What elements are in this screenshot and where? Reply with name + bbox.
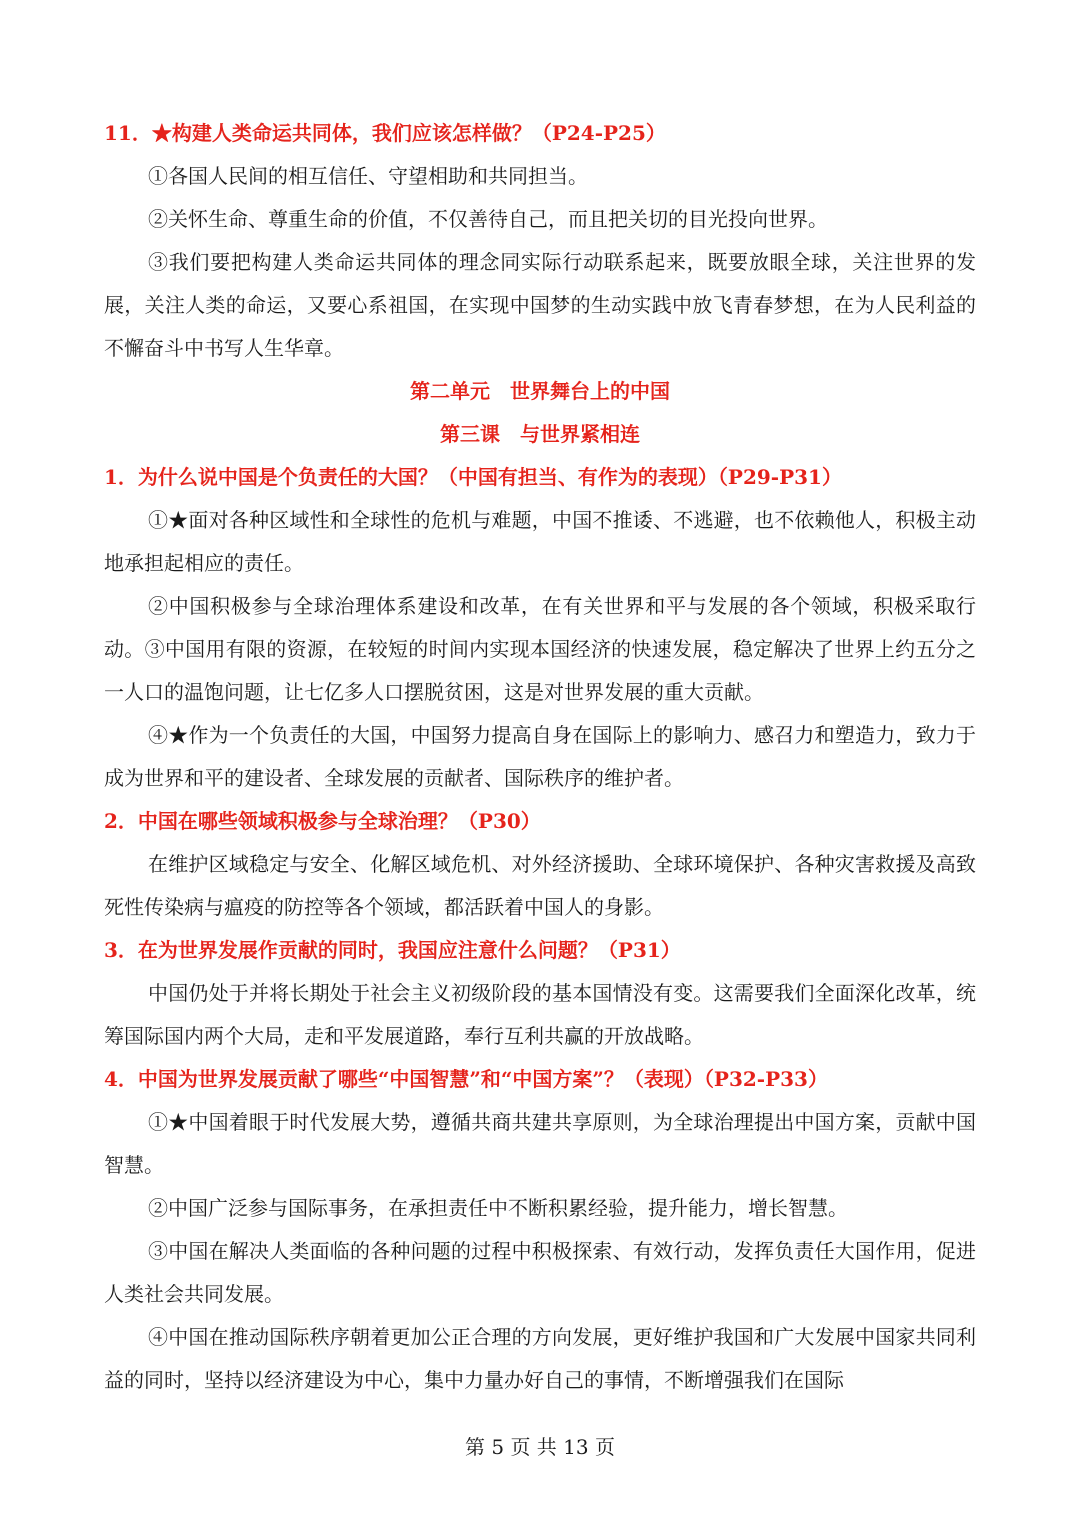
answer-paragraph: ①★面对各种区域性和全球性的危机与难题，中国不推诿、不逃避，也不依赖他人，积极主动地承担起相应的责任。	[104, 508, 976, 575]
question-heading: 3．在为世界发展作贡献的同时，我国应注意什么问题？（P31）	[104, 938, 681, 962]
section-title: 第三课 与世界紧相连	[440, 422, 640, 446]
answer-paragraph: ②关怀生命、尊重生命的价值，不仅善待自己，而且把关切的目光投向世界。	[148, 207, 828, 231]
answer-paragraph: ②中国积极参与全球治理体系建设和改革，在有关世界和平与发展的各个领域，积极采取行动。③中国用有限的资源，在较短的时间内实现本国经济的快速发展，稳定解决了世界上约五分之一人口的温饱问题，让七亿多人口摆脱贫困，这是对世界发展的重大贡献。	[104, 594, 976, 704]
answer-paragraph: ④中国在推动国际秩序朝着更加公正合理的方向发展，更好维护我国和广大发展中国家共同利益的同时，坚持以经济建设为中心，集中力量办好自己的事情，不断增强我们在国际	[104, 1325, 976, 1392]
answer-paragraph: ④★作为一个负责任的大国，中国努力提高自身在国际上的影响力、感召力和塑造力，致力于成为世界和平的建设者、全球发展的贡献者、国际秩序的维护者。	[104, 723, 976, 790]
question-heading: 11．★构建人类命运共同体，我们应该怎样做？（P24-P25）	[104, 121, 666, 145]
answer-paragraph: ③我们要把构建人类命运共同体的理念同实际行动联系起来，既要放眼全球，关注世界的发展，关注人类的命运，又要心系祖国，在实现中国梦的生动实践中放飞青春梦想，在为人民利益的不懈奋斗中书写人生华章。	[104, 250, 976, 360]
answer-paragraph: 在维护区域稳定与安全、化解区域危机、对外经济援助、全球环境保护、各种灾害救援及高致死性传染病与瘟疫的防控等各个领域，都活跃着中国人的身影。	[104, 852, 976, 919]
question-heading: 4．中国为世界发展贡献了哪些“中国智慧”和“中国方案”？（表现）（P32-P33）	[104, 1067, 828, 1091]
answer-paragraph: ①★中国着眼于时代发展大势，遵循共商共建共享原则，为全球治理提出中国方案，贡献中国智慧。	[104, 1110, 976, 1177]
question-heading: 1．为什么说中国是个负责任的大国？（中国有担当、有作为的表现）（P29-P31）	[104, 465, 842, 489]
page-footer: 第 5 页 共 13 页	[465, 1435, 615, 1459]
answer-paragraph: ②中国广泛参与国际事务，在承担责任中不断积累经验，提升能力，增长智慧。	[148, 1196, 848, 1220]
answer-paragraph: ③中国在解决人类面临的各种问题的过程中积极探索、有效行动，发挥负责任大国作用，促进人类社会共同发展。	[104, 1239, 976, 1306]
document-body	[104, 112, 976, 1402]
answer-paragraph: ①各国人民间的相互信任、守望相助和共同担当。	[148, 164, 588, 188]
question-heading: 2．中国在哪些领域积极参与全球治理？（P30）	[104, 809, 541, 833]
section-title: 第二单元 世界舞台上的中国	[410, 379, 670, 403]
answer-paragraph: 中国仍处于并将长期处于社会主义初级阶段的基本国情没有变。这需要我们全面深化改革，统筹国际国内两个大局，走和平发展道路，奉行互利共赢的开放战略。	[104, 981, 976, 1048]
